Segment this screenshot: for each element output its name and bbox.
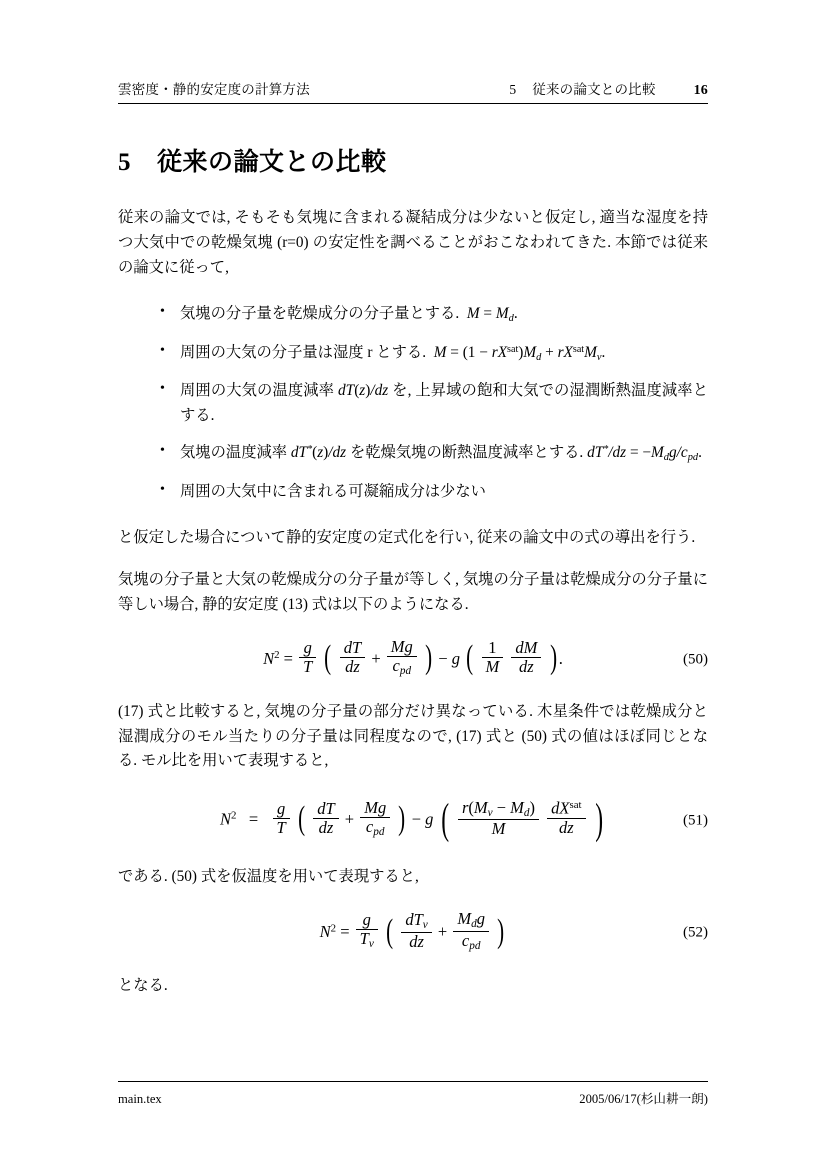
equation-52-number: (52) bbox=[683, 924, 708, 941]
header-rule bbox=[118, 103, 708, 104]
list-item bbox=[160, 480, 708, 504]
paragraph-after-eq51: である. (50) 式を仮温度を用いて表現すると, bbox=[118, 868, 419, 886]
paragraph-after-items: と仮定した場合について静的安定度の定式化を行い, 従来の論文中の式の導出を行う. bbox=[118, 529, 696, 547]
running-header bbox=[118, 78, 708, 99]
list-item: • 気塊の温度減率 dT*(z)/dz を乾燥気塊の断熱温度減率とする. $dT^*/dz = -M_dg/c_{pd}$. bbox=[160, 441, 708, 467]
footer-filename: main.tex bbox=[118, 1092, 162, 1106]
assumption-list bbox=[118, 302, 708, 504]
equation-51-number: (51) bbox=[683, 812, 708, 829]
footer-date-author: 2005/06/17(杉山耕一朗) bbox=[579, 1092, 708, 1106]
paragraph-intro: 従来の論文では, そもそも気塊に含まれる凝結成分は少ないと仮定し, 適当な湿度を持つ大気中での乾燥気塊 (r=0) の安定性を調べることがおこなわれてきた. 本節では従来の論文に従って, bbox=[118, 209, 708, 276]
paragraph-after-eq52: となる. bbox=[118, 977, 168, 995]
list-item-math: dT*(z)/dz bbox=[290, 444, 347, 462]
page-content bbox=[118, 78, 708, 1016]
header-section-number: 5 bbox=[509, 82, 517, 97]
section-title: 従来の論文との比較 bbox=[157, 149, 387, 176]
paragraph-after-eq50: (17) 式と比較すると, 気塊の分子量の部分だけ異なっている. 木星条件では乾燥成分と湿潤成分のモル当たりの分子量は同程度なので, (17) 式と (50) 式の値はほぼ同じとなる. モル比を用いて表現すると, bbox=[118, 702, 708, 770]
equation-50-body: $N^2$ = $\frac{g}{T}$ ( $\frac{dT}{dz}$ + $\frac{Mg}{c_{pd}}$ ) − g ( $\frac{1}{M}$ $\frac{dM}{dz}$ ) . bbox=[263, 636, 563, 678]
equation-51-body: $N^2$ = $\frac{g}{T}$ ( $\frac{dT}{dz}$ + $\frac{Mg}{c_{pd}}$ ) − g ( $\frac{r(M_v - M_d)}{M}$ $\frac{dX^{sat}}{dz}$ ) bbox=[219, 795, 603, 843]
header-page-number: 16 bbox=[693, 83, 708, 98]
equation-50-number: (50) bbox=[683, 651, 708, 668]
list-item: • 周囲の大気の温度減率 dT(z)/dz を, 上昇域の飽和大気での湿潤断熱温度減率とする. bbox=[160, 379, 708, 428]
header-section-title: 従来の論文との比較 bbox=[532, 82, 656, 97]
equation-52 bbox=[118, 908, 708, 954]
list-item bbox=[160, 302, 708, 328]
list-item-text: 周囲の大気中に含まれる可凝縮成分は少ない bbox=[180, 482, 486, 500]
list-item-text: 周囲の大気の分子量は湿度 r とする. bbox=[180, 343, 427, 361]
list-item-math: $M = M_d$. bbox=[466, 305, 518, 325]
header-section bbox=[310, 78, 694, 98]
list-item-math-2: $dT^*/dz = -M_dg/c_{pd}$. bbox=[587, 444, 702, 464]
page-footer bbox=[118, 1081, 708, 1107]
footer-rule bbox=[118, 1081, 708, 1082]
page-title bbox=[118, 142, 708, 178]
header-left-title: 雲密度・静的安定度の計算方法 bbox=[118, 82, 310, 97]
paragraph-before-eq50: 気塊の分子量と大気の乾燥成分の分子量が等しく, 気塊の分子量は乾燥成分の分子量に等しい場合, 静的安定度 (13) 式は以下のようになる. bbox=[118, 571, 708, 613]
list-item bbox=[160, 341, 708, 367]
list-item-math: dT(z)/dz bbox=[338, 382, 389, 400]
list-item-math: $M = (1 - rX^{sat})M_d + rX^{sat}M_v$. bbox=[433, 343, 606, 363]
equation-52-body: $N^2$ = $\frac{g}{T_v}$ ( $\frac{dT_v}{dz}$ + $\frac{M_dg}{c_{pd}}$ ) bbox=[319, 908, 505, 952]
equation-51 bbox=[118, 796, 708, 845]
section-number: 5 bbox=[118, 149, 131, 176]
list-item-text: 気塊の分子量を乾燥成分の分子量とする. bbox=[180, 305, 460, 323]
equation-50 bbox=[118, 636, 708, 680]
